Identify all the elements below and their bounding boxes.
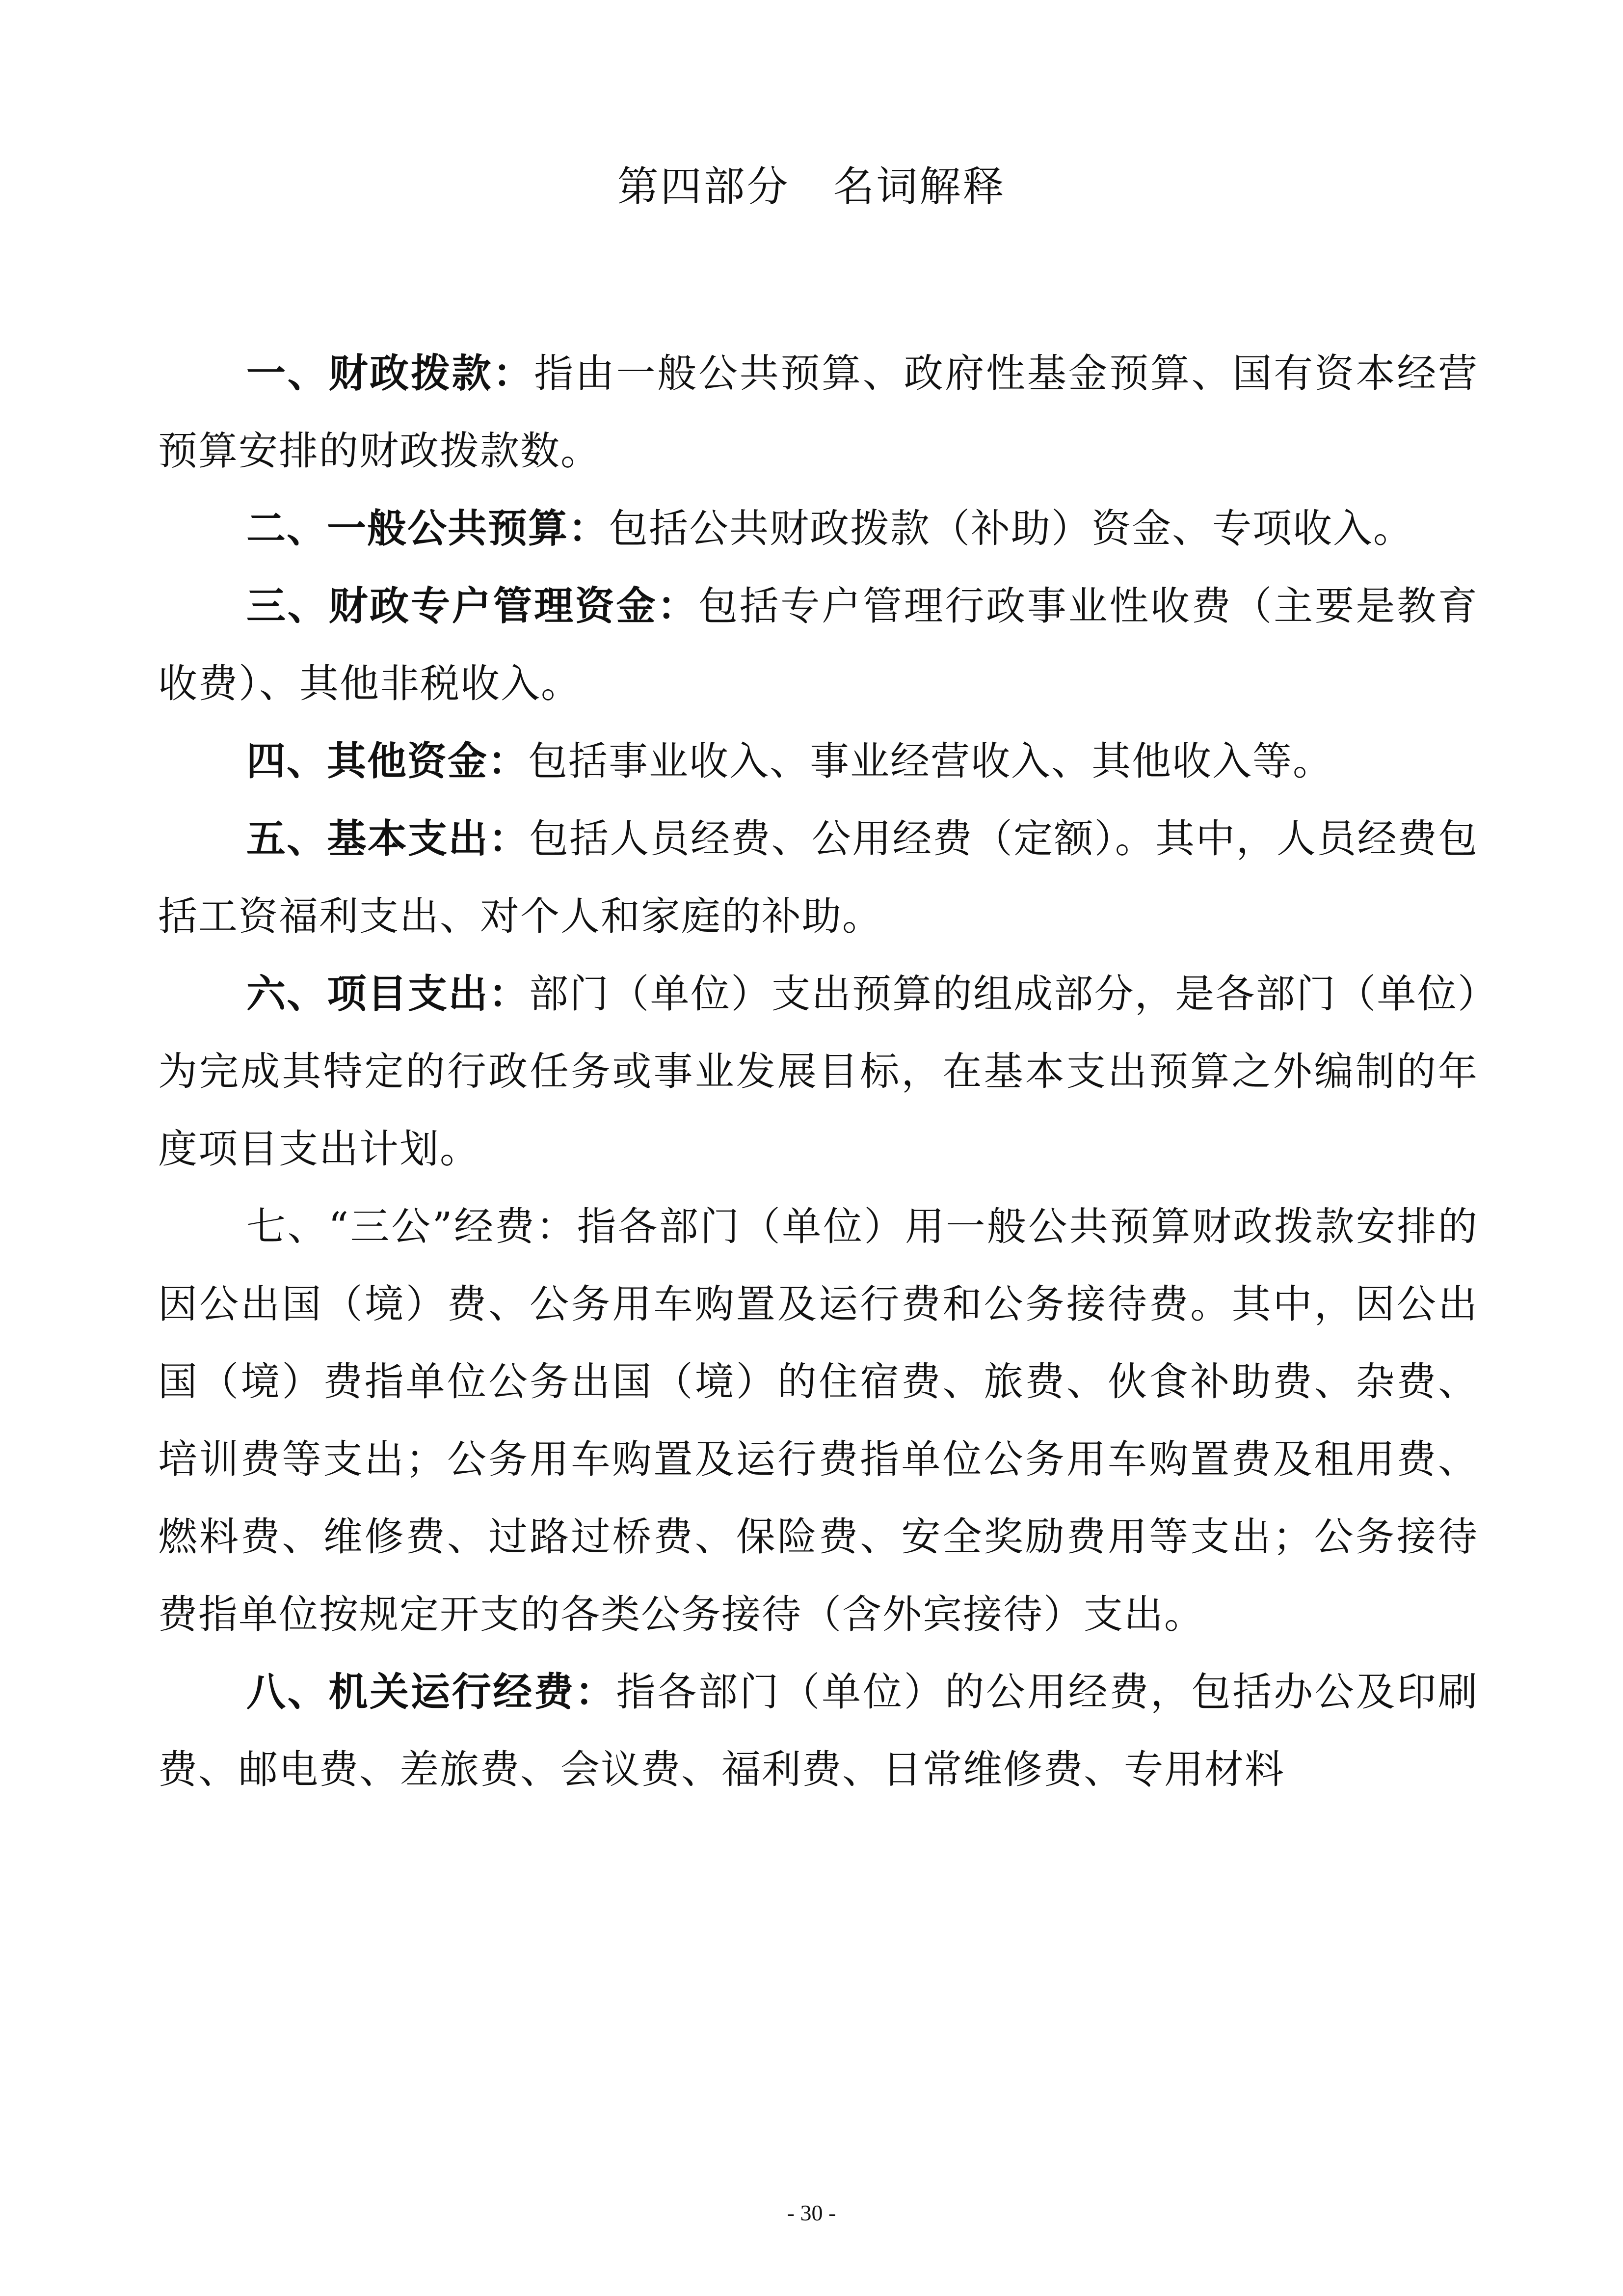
paragraph-fiscal-appropriation [158, 335, 1478, 490]
definition-text: 包括公共财政拨款（补助）资金、专项收入。 [609, 506, 1413, 551]
definition-text: 部门（单位）支出预算的组成部分，是各部门（单位）为完成其特定的行政任务或事业发展目标，在基本支出预算之外编制的年度项目支出计划。 [158, 971, 1479, 1172]
definition-text: 七、“三公”经费：指各部门（单位）用一般公共预算财政拨款安排的因公出国（境）费、公务用车购置及运行费和公务接待费。其中，因公出国（境）费指单位公务出国（境）的住宿费、旅费、伙食补助费、杂费、培训费等支出；公务用车购置及运行费指单位公务用车购置费及租用费、燃料费、维修费、过路过桥费、保险费、安全奖励费用等支出；公务接待费指单位按规定开支的各类公务接待（含外宾接待）支出。 [158, 1204, 1478, 1637]
term-label: 八、机关运行经费： [246, 1669, 616, 1715]
paragraph-three-public-expenses [158, 1188, 1478, 1653]
definition-text: 包括专户管理行政事业性收费（主要是教育收费）、其他非税收入。 [158, 583, 1479, 706]
term-label: 三、财政专户管理资金： [246, 583, 698, 629]
document-body [158, 335, 1478, 1809]
definition-text: 指各部门（单位）的公用经费，包括办公及印刷费、邮电费、差旅费、会议费、福利费、日常维修费、专用材料 [158, 1669, 1479, 1792]
paragraph-basic-expenditure [158, 800, 1478, 955]
term-label: 一、财政拨款： [246, 351, 534, 396]
term-label: 五、基本支出： [246, 816, 529, 862]
definition-text: 包括事业收入、事业经营收入、其他收入等。 [528, 738, 1333, 784]
definition-text: 包括人员经费、公用经费（定额）。其中，人员经费包括工资福利支出、对个人和家庭的补助。 [158, 816, 1479, 939]
page-number: - 30 - [787, 2200, 836, 2225]
paragraph-operating-expenses [158, 1653, 1478, 1809]
paragraph-general-public-budget [158, 490, 1478, 567]
term-label: 四、其他资金： [246, 738, 528, 784]
definition-text: 指由一般公共预算、政府性基金预算、国有资本经营预算安排的财政拨款数。 [158, 351, 1479, 474]
page-title: 第四部分 名词解释 [617, 162, 1006, 211]
paragraph-special-account-funds [158, 567, 1478, 723]
term-label: 六、项目支出： [246, 971, 529, 1017]
paragraph-other-funds [158, 723, 1478, 800]
term-label: 二、一般公共预算： [246, 506, 609, 551]
paragraph-project-expenditure [158, 955, 1478, 1188]
